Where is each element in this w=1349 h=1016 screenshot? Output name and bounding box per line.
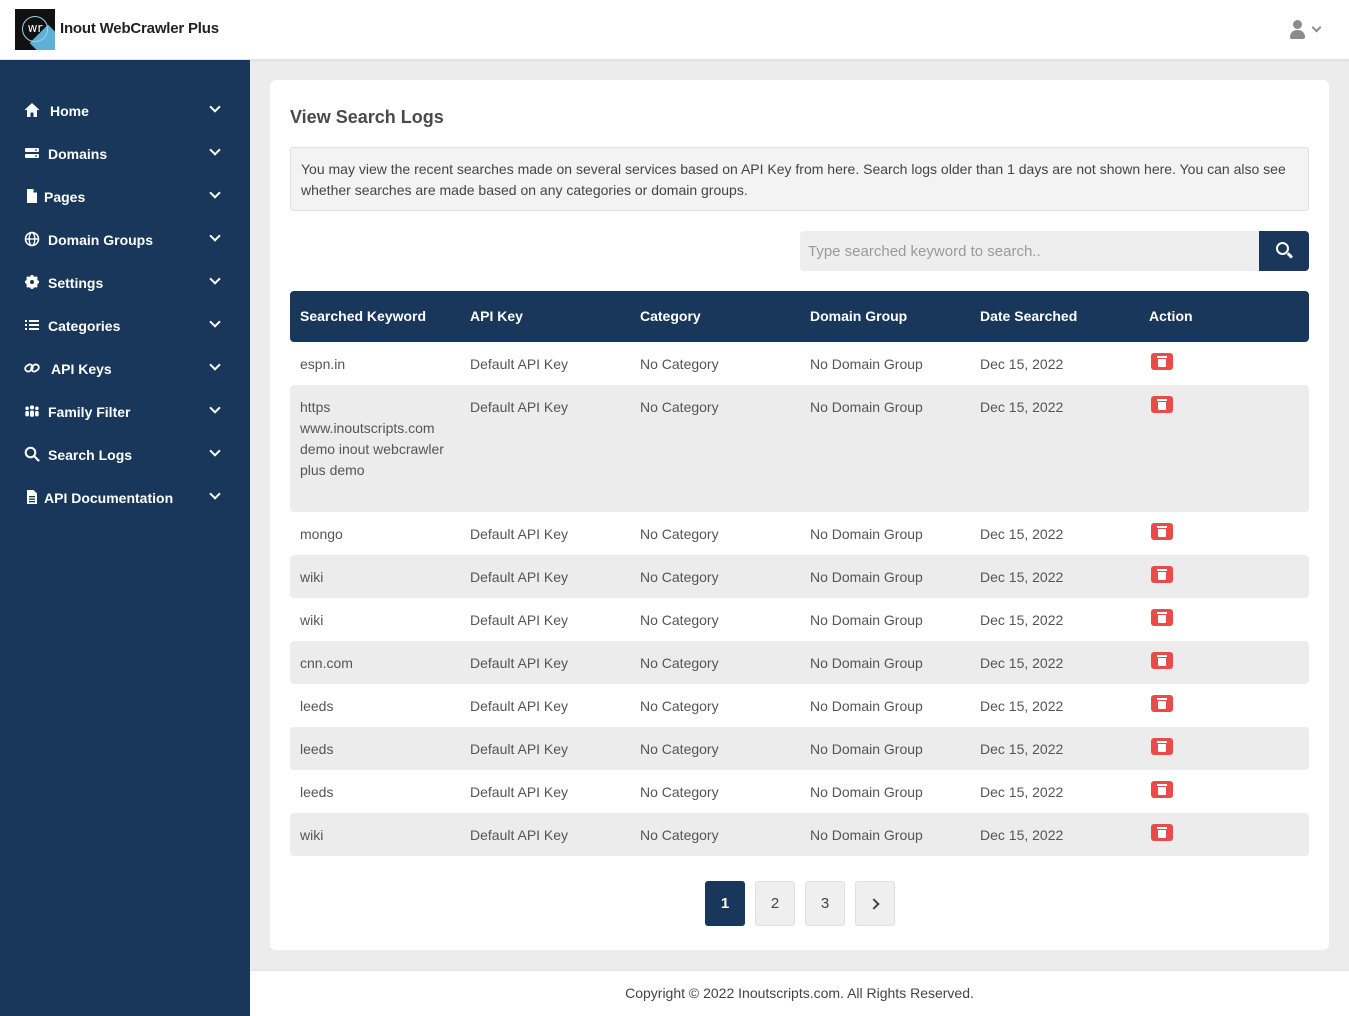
search-icon — [24, 446, 40, 462]
table-header — [290, 291, 1309, 342]
trash-icon-bin — [1158, 615, 1166, 623]
column-header-keyword[interactable]: Searched Keyword — [300, 308, 427, 324]
chevron-down-icon — [209, 144, 220, 155]
cell-keyword: espn.in — [300, 356, 346, 372]
cell-api-key: Default API Key — [470, 526, 569, 542]
logo-mark: wr — [22, 16, 48, 42]
table-row — [290, 727, 1309, 770]
cell-domain-group: No Domain Group — [810, 399, 923, 415]
trash-icon — [1157, 655, 1167, 657]
delete-button[interactable] — [1151, 566, 1173, 583]
cell-date: Dec 15, 2022 — [980, 356, 1064, 372]
chevron-down-icon — [209, 187, 220, 198]
sidebar-item-categories[interactable] — [0, 305, 250, 348]
cell-date: Dec 15, 2022 — [980, 569, 1064, 585]
trash-icon-bin — [1158, 744, 1166, 752]
column-header-category[interactable]: Category — [640, 308, 701, 324]
cell-date: Dec 15, 2022 — [980, 741, 1064, 757]
cell-domain-group: No Domain Group — [810, 526, 923, 542]
delete-button[interactable] — [1151, 523, 1173, 540]
delete-button[interactable] — [1151, 353, 1173, 370]
sidebar-item-search-logs[interactable] — [0, 434, 250, 477]
delete-button[interactable] — [1151, 652, 1173, 669]
search-logs-card — [270, 80, 1329, 950]
table-row — [290, 385, 1309, 512]
cell-category: No Category — [640, 784, 719, 800]
cell-date: Dec 15, 2022 — [980, 655, 1064, 671]
sidebar-item-domains[interactable] — [0, 133, 250, 176]
trash-icon-bin — [1158, 359, 1166, 367]
file-icon — [24, 188, 40, 204]
sidebar-item-label: API Keys — [51, 361, 112, 377]
cell-date: Dec 15, 2022 — [980, 399, 1064, 415]
sidebar-item-domain-groups[interactable] — [0, 219, 250, 262]
link-icon — [24, 360, 40, 376]
cell-keyword: wiki — [300, 569, 324, 585]
cell-keyword: cnn.com — [300, 655, 353, 671]
table-row — [290, 598, 1309, 641]
cell-api-key: Default API Key — [470, 399, 569, 415]
sidebar-item-api-documentation[interactable] — [0, 477, 250, 520]
trash-icon — [1157, 399, 1167, 401]
cell-api-key: Default API Key — [470, 612, 569, 628]
search-input[interactable] — [800, 231, 1260, 271]
table-row — [290, 641, 1309, 684]
cell-api-key: Default API Key — [470, 698, 569, 714]
chevron-down-icon — [209, 402, 220, 413]
chevron-down-icon — [209, 101, 220, 112]
cell-api-key: Default API Key — [470, 827, 569, 843]
page-button-2[interactable]: 2 — [755, 881, 795, 926]
sidebar-item-home[interactable] — [0, 90, 250, 133]
next-page-button[interactable] — [855, 881, 895, 926]
chevron-down-icon — [209, 273, 220, 284]
cell-date: Dec 15, 2022 — [980, 827, 1064, 843]
user-icon-body — [1290, 30, 1305, 39]
user-icon — [1293, 20, 1302, 29]
info-alert: You may view the recent searches made on several services based on API Key from here. Search logs older than 1 days are not shown here. You can also see whether searches are made based on any categories or domain groups. — [290, 147, 1309, 211]
table-row — [290, 555, 1309, 598]
chevron-right-icon — [868, 898, 879, 909]
cell-date: Dec 15, 2022 — [980, 612, 1064, 628]
sidebar — [0, 60, 250, 1016]
chevron-down-icon — [209, 359, 220, 370]
cell-api-key: Default API Key — [470, 356, 569, 372]
top-bar — [0, 0, 1349, 60]
cell-api-key: Default API Key — [470, 784, 569, 800]
trash-icon-bin — [1158, 701, 1166, 709]
cell-domain-group: No Domain Group — [810, 655, 923, 671]
sidebar-item-api-keys[interactable] — [0, 348, 250, 391]
trash-icon — [1157, 569, 1167, 571]
document-icon — [24, 489, 40, 505]
page-button-3[interactable]: 3 — [805, 881, 845, 926]
chevron-down-icon — [209, 316, 220, 327]
page-title: View Search Logs — [290, 107, 444, 127]
trash-icon-bin — [1158, 572, 1166, 580]
sidebar-item-label: Domains — [48, 146, 108, 162]
cell-keyword: wiki — [300, 612, 324, 628]
table-row — [290, 770, 1309, 813]
delete-button[interactable] — [1151, 738, 1173, 755]
cell-date: Dec 15, 2022 — [980, 784, 1064, 800]
trash-icon — [1157, 612, 1167, 614]
gear-icon — [24, 274, 40, 290]
trash-icon-bin — [1158, 658, 1166, 666]
cell-date: Dec 15, 2022 — [980, 526, 1064, 542]
cell-domain-group: No Domain Group — [810, 698, 923, 714]
cell-keyword: wiki — [300, 827, 324, 843]
delete-button[interactable] — [1151, 781, 1173, 798]
cell-api-key: Default API Key — [470, 655, 569, 671]
app-title: Inout WebCrawler Plus — [60, 20, 219, 37]
chevron-down-icon — [209, 230, 220, 241]
cell-keyword: leeds — [300, 784, 334, 800]
table-row — [290, 684, 1309, 727]
app-logo[interactable] — [15, 9, 55, 50]
sidebar-item-label: Settings — [48, 275, 104, 291]
trash-icon — [1157, 741, 1167, 743]
cell-category: No Category — [640, 827, 719, 843]
trash-icon-bin — [1158, 402, 1166, 410]
table-row — [290, 342, 1309, 385]
sidebar-item-label: Family Filter — [48, 404, 131, 420]
trash-icon-bin — [1158, 830, 1166, 838]
cell-domain-group: No Domain Group — [810, 356, 923, 372]
cell-category: No Category — [640, 698, 719, 714]
delete-button[interactable] — [1151, 609, 1173, 626]
cell-domain-group: No Domain Group — [810, 612, 923, 628]
cell-domain-group: No Domain Group — [810, 784, 923, 800]
server-icon — [24, 145, 40, 161]
cell-api-key: Default API Key — [470, 741, 569, 757]
sidebar-item-label: Search Logs — [48, 447, 133, 463]
cell-domain-group: No Domain Group — [810, 569, 923, 585]
cell-api-key: Default API Key — [470, 569, 569, 585]
sidebar-item-family-filter[interactable] — [0, 391, 250, 434]
sidebar-item-pages[interactable] — [0, 176, 250, 219]
cell-keyword: leeds — [300, 698, 334, 714]
sidebar-item-label: API Documentation — [44, 490, 174, 506]
table-row — [290, 512, 1309, 555]
delete-button[interactable] — [1151, 824, 1173, 841]
cell-category: No Category — [640, 569, 719, 585]
sidebar-item-settings[interactable] — [0, 262, 250, 305]
cell-domain-group: No Domain Group — [810, 741, 923, 757]
cell-category: No Category — [640, 399, 719, 415]
column-header-api-key[interactable]: API Key — [470, 308, 523, 324]
copyright-text: Copyright © 2022 Inoutscripts.com. All Rights Reserved. — [625, 985, 974, 1001]
chevron-down-icon — [209, 445, 220, 456]
cell-domain-group: No Domain Group — [810, 827, 923, 843]
cell-category: No Category — [640, 612, 719, 628]
globe-icon — [24, 231, 40, 247]
cell-keyword: https www.inoutscripts.com demo inout webcrawler plus demo — [300, 399, 444, 478]
search-icon-handle — [1287, 252, 1293, 258]
column-header-domain-group[interactable]: Domain Group — [810, 308, 908, 324]
user-menu-button[interactable] — [1288, 18, 1328, 42]
trash-icon — [1157, 784, 1167, 786]
cell-category: No Category — [640, 741, 719, 757]
column-header-date[interactable]: Date Searched — [980, 308, 1078, 324]
sidebar-item-label: Domain Groups — [48, 232, 154, 248]
trash-icon-bin — [1158, 529, 1166, 537]
table-row — [290, 813, 1309, 856]
trash-icon — [1157, 356, 1167, 358]
search-button[interactable] — [1259, 231, 1309, 271]
cell-keyword: mongo — [300, 526, 343, 542]
chevron-down-icon — [209, 488, 220, 499]
delete-button[interactable] — [1151, 396, 1173, 413]
cell-category: No Category — [640, 356, 719, 372]
home-icon — [24, 102, 40, 118]
sidebar-item-label: Home — [50, 103, 89, 119]
page-button-1[interactable]: 1 — [705, 881, 745, 926]
sidebar-item-label: Pages — [44, 189, 86, 205]
trash-icon — [1157, 827, 1167, 829]
users-icon — [24, 403, 40, 419]
list-icon — [24, 317, 40, 333]
cell-date: Dec 15, 2022 — [980, 698, 1064, 714]
delete-button[interactable] — [1151, 695, 1173, 712]
sidebar-item-label: Categories — [48, 318, 121, 334]
footer — [250, 970, 1349, 1016]
cell-category: No Category — [640, 526, 719, 542]
cell-category: No Category — [640, 655, 719, 671]
cell-keyword: leeds — [300, 741, 334, 757]
trash-icon-bin — [1158, 787, 1166, 795]
trash-icon — [1157, 698, 1167, 700]
trash-icon — [1157, 526, 1167, 528]
column-header-action: Action — [1149, 308, 1193, 324]
chevron-down-icon — [1312, 23, 1322, 33]
